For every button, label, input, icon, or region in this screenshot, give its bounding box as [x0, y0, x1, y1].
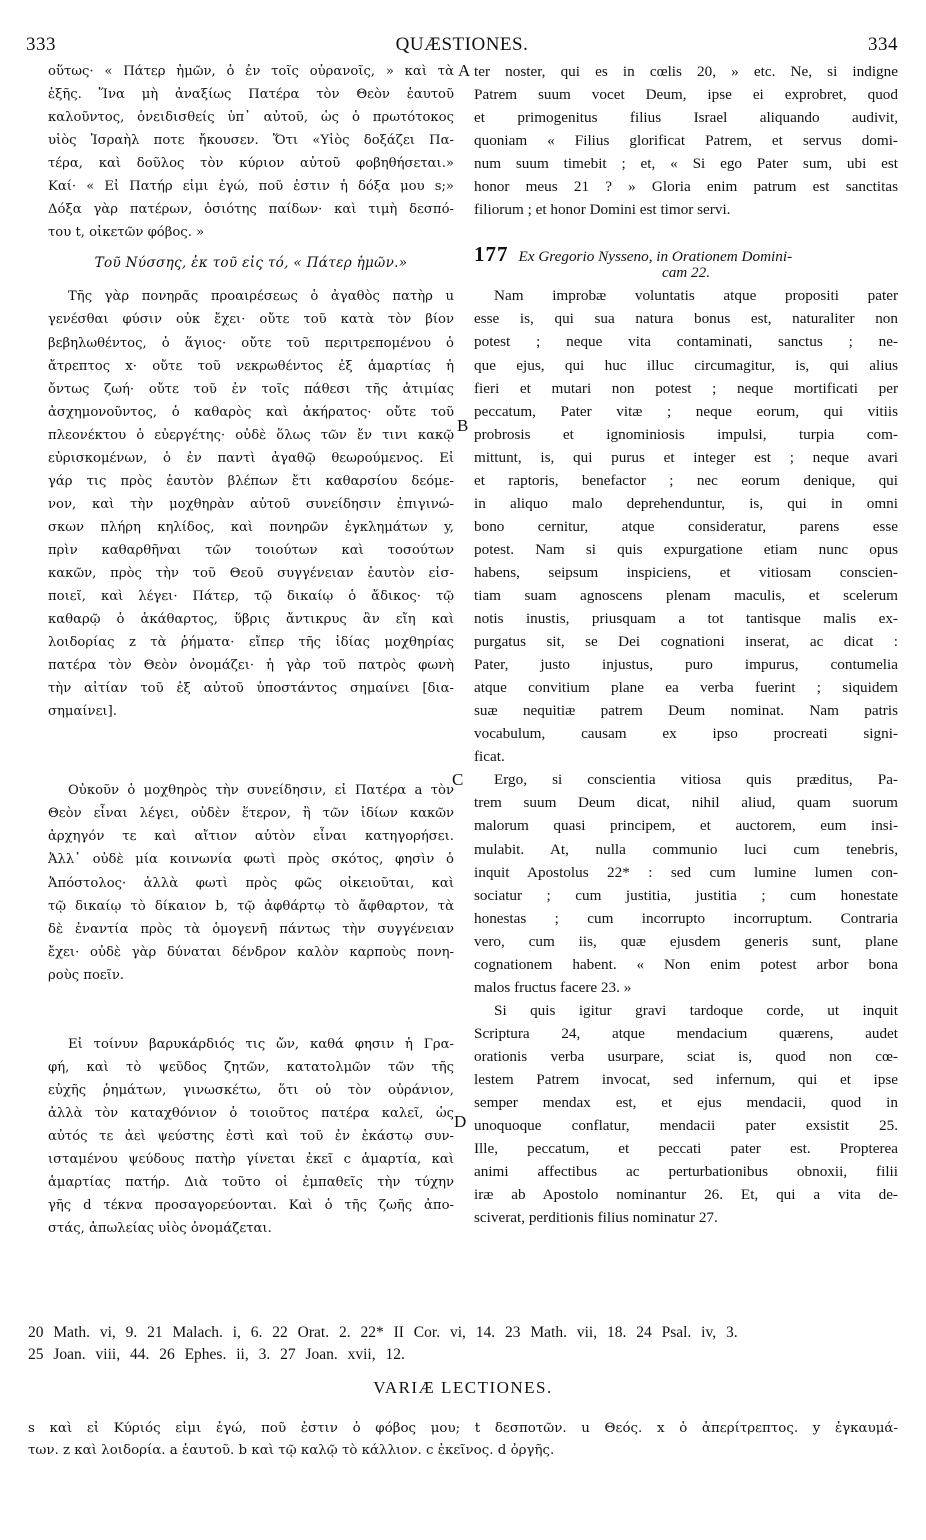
latin-line: unoquoque conflatur, mendacii pater exsistit 25. — [474, 1117, 898, 1135]
greek-line: γάρ τις πρὸς ἑαυτὸν βλέπων ἔτι καθαρσίου δεόμε- — [48, 473, 454, 489]
latin-line: Nam improbæ voluntatis atque propositi pater — [494, 287, 898, 305]
latin-line: suæ nequitiæ patrem Deum nominat. Nam patris — [474, 702, 898, 720]
latin-line: Si quis igitur gravi tardoque corde, ut inquit — [494, 1001, 898, 1019]
latin-line: potest ; neque vita contaminati, sanctus ; ne- — [474, 333, 898, 351]
variant-line: s καὶ εἰ Κύριός εἰμι ἐγώ, ποῦ ἐστιν ὁ φόβος μου; t δεσποτῶν. u Θεός. x ὁ ἀπερίτρεπτος. y ἐγκαυμά- — [28, 1421, 898, 1436]
latin-line: honor meus 21 ? » Gloria enim patrum est sanctitas — [474, 178, 898, 196]
greek-line: δὲ ἐναντία πρὸς τὰ ὁμογενῆ πάντως τὴν συγγένειαν — [48, 921, 454, 937]
section-heading — [474, 243, 898, 266]
greek-line: σημαίνει]. — [48, 704, 117, 720]
latin-line: animi affectibus ac perturbationibus obnoxii, filii — [474, 1163, 898, 1181]
greek-line: πλεονέκτου ὁ εὐεργέτης· οὐδὲ ὅλως τῶν ἔν τινι κακῷ — [48, 427, 454, 443]
latin-line: malorum quasi principem, et auctorem, eum insi- — [474, 817, 898, 835]
latin-line: sciverat, perditionis filius nominatur 27. — [474, 1209, 718, 1227]
latin-line: ter noster, qui es in cœlis 20, » etc. Ne, si indigne — [474, 63, 898, 80]
greek-line: Ἀπόστολος· ἀλλὰ φωτὶ πρὸς φῶς οἰκειοῦται, καὶ — [48, 875, 454, 891]
greek-line: σκων πλήρη κηλίδος, καὶ πονηρῶν ἐγκλημάτων y, — [48, 519, 454, 535]
greek-line: ἀλλὰ τὸν καταχθόνιον ὁ τοιοῦτος πατέρα καλεῖ, ὡς — [48, 1105, 454, 1121]
latin-line: Scriptura 24, atque mendacium quærens, audet — [474, 1024, 898, 1042]
greek-line: ἑξῆς. Ἵνα μὴ ἀναξίως Πατέρα τὸν Θεὸν ἑαυτοῦ — [48, 87, 454, 103]
greek-line: γῆς d τέκνα προσαγορεύονται. Καὶ ὁ τῆς ζωῆς ἀπο- — [48, 1198, 454, 1214]
greek-line: του t, οἰκετῶν φόβος. » — [48, 225, 205, 241]
footnote-line: 20 Math. vi, 9. 21 Malach. i, 6. 22 Orat. 2. 22* II Cor. vi, 14. 23 Math. vii, 18. 24 Psal. iv, 3. — [28, 1324, 738, 1341]
running-title: QUÆSTIONES. — [395, 34, 529, 55]
latin-line: que ejus, qui huc illuc circumagitur, is, qui alius — [474, 356, 898, 374]
latin-line: semper mendax est, et ejus mendacii, quod in — [474, 1094, 898, 1112]
latin-line: malos fructus facere 23. » — [474, 978, 632, 996]
greek-line: Δόξα γὰρ πατέρων, ὁσιότης παίδων· καὶ τιμὴ δεσπό- — [48, 202, 454, 218]
section-title: Ex Gregorio Nysseno, in Orationem Domini- — [518, 248, 793, 266]
greek-line: ἁμαρτίας πατήρ. Διὰ τοῦτο οἱ ἐμπαθεῖς τὴν τύχην — [48, 1175, 454, 1191]
latin-line: esse is, qui sua natura bonus est, naturaliter non — [474, 310, 898, 328]
latin-line: sociatur ; cum justitia, justitia ; cum honestate — [474, 886, 898, 904]
greek-column — [48, 60, 454, 1240]
latin-line: et raptoris, benefactor ; nec eorum denique, qui — [474, 471, 898, 489]
latin-line: cognationem habent. « Non enim potest arbor bona — [474, 955, 898, 973]
greek-line: εὐχῆς ῥημάτων, γινωσκέτω, ὅτι οὐ τὸν οὐράνιον, — [48, 1082, 454, 1098]
greek-line: οὕτως· « Πάτερ ἡμῶν, ὁ ἐν τοῖς οὐρανοῖς, » καὶ τὰ — [48, 64, 454, 79]
latin-line: ficat. — [474, 748, 505, 766]
latin-line: probrosis et ignominiosis impulsi, turpia com- — [474, 425, 898, 443]
greek-line: ισταμένου ψεύδους πατὴρ γίνεται ἐκεῖ c ἁμαρτία, καὶ — [48, 1151, 454, 1167]
margin-letter-b: B — [457, 416, 469, 435]
greek-line: αὐτός τε ἀεὶ ψεύστης ἐστὶ καὶ τοῦ ἐν ἑκάστῳ συν- — [48, 1128, 454, 1144]
latin-line: habens, seipsum inspiciens, et vitiosam conscien- — [474, 563, 898, 581]
latin-line: tiam suam agnoscens plenam maculis, et scelerum — [474, 586, 898, 604]
latin-line: purgatus sit, se Dei cognationi inserat, ac dicat : — [474, 633, 898, 651]
latin-line: mittunt, is, qui purus et integer est ; neque avari — [474, 448, 898, 466]
greek-line: εὑρισκομένων, ὁ ἐν παντὶ ἀγαθῷ θεωρούμενος. Εἰ — [48, 450, 454, 466]
greek-line: στάς, ἀπωλείας υἱὸς ὀνομάζεται. — [48, 1221, 272, 1237]
greek-line: νον, καὶ τὴν μοχθηρὰν αὐτοῦ συνείδησιν ἐπιγινώ- — [48, 496, 454, 512]
greek-line: Θεὸν εἶναι λέγει, οὐδὲν ἕτερον, ἢ τῶν ἰδίων κακῶν — [48, 806, 454, 822]
greek-line: πρὶν καθαρθῆναι τῶν τοιούτων καὶ τοσούτων — [48, 542, 454, 558]
greek-line: καθαρῷ ὁ ἀκάθαρτος, ὕβρις ἄντικρυς ἂν εἴη καὶ — [48, 612, 454, 628]
greek-line: πατέρα τὸν Θεὸν ὀνομάζει· ἡ γὰρ τοῦ πατρὸς φωνὴ — [48, 658, 454, 674]
latin-line: et primogenitus filius Israel aliquando audivit, — [474, 109, 898, 127]
latin-line: mulabit. At, nulla communio luci cum tenebris, — [474, 840, 898, 858]
margin-letter-c: C — [452, 770, 464, 789]
greek-line: Καί· « Εἰ Πατήρ εἰμι ἐγώ, ποῦ ἐστιν ἡ δόξα μου s;» — [48, 179, 454, 195]
greek-line: λοιδορίας z τὰ ῥήματα· εἴπερ τῆς ἰδίας μοχθηρίας — [48, 635, 454, 651]
greek-line: Εἰ τοίνυν βαρυκάρδιός τις ὤν, καθά φησιν ἡ Γρα- — [68, 1036, 454, 1052]
greek-line: ἔχει· οὐδὲ γὰρ δύναται δένδρον καλὸν καρποὺς πονη- — [48, 944, 454, 960]
greek-line: γενέσθαι φύσιν οὐκ ἔχει· οὔτε τοῦ κατὰ τὸν βίον — [48, 312, 454, 328]
latin-line: honestas ; cum incorrupto incorruptum. Contraria — [474, 909, 898, 927]
latin-line: Patrem suum vocet Deum, ipse ei exprobret, quod — [474, 86, 898, 104]
latin-line: bono cernitur, atque consideratur, parens esse — [474, 517, 898, 535]
latin-line: inquit Apostolus 22* : sed cum lumine lumen con- — [474, 863, 898, 881]
greek-line: τῷ δικαίῳ τὸ δίκαιον b, τῷ ἀφθάρτῳ τὸ ἄφθαρτον, τὰ — [48, 898, 454, 914]
latin-line: quoniam « Filius glorificat Patrem, et servus domi- — [474, 132, 898, 150]
latin-line: vocabulum, causam ex ipso procreati signi- — [474, 725, 898, 743]
footnotes — [28, 1322, 898, 1366]
margin-letter-a: A — [458, 61, 471, 80]
greek-line: τὴν αἰτίαν τοῦ ἐξ αὐτοῦ ὑποστάντος σημαίνει [δια- — [48, 681, 454, 697]
latin-line: notis inustis, priusquam a tot tantisque malis ex- — [474, 610, 898, 628]
greek-line: ροὺς ποεῖν. — [48, 967, 125, 983]
greek-line: Ἀλλ᾽ οὐδὲ μία κοινωνία φωτὶ πρὸς σκότος, φησὶν ὁ — [48, 852, 454, 868]
section-number: 177 — [474, 242, 509, 267]
page-number-right: 334 — [868, 34, 898, 55]
greek-line: ἀσχημονοῦντος, ὁ καθαρὸς καὶ ἀκήρατος· οὔτε τοῦ — [48, 404, 454, 420]
greek-line: ὄντως ζωή· οὔτε τοῦ ἐν τοῖς πάθεσι τῆς ἀτιμίας — [48, 381, 454, 397]
running-head — [26, 34, 898, 56]
latin-line: potest. Nam si quis expurgatione etiam nunc opus — [474, 540, 898, 558]
latin-line: trem suum Deum dicat, nihil aliud, quam suorum — [474, 794, 898, 812]
latin-line: Ergo, si conscientia vitiosa quis præditus, Pa- — [494, 771, 898, 789]
greek-line: τέρα, καὶ δοῦλος τὸν κύριον αὐτοῦ φοβηθήσεται.» — [48, 156, 454, 172]
latin-line: vero, cum iis, quæ ejusdem generis sunt, plane — [474, 932, 898, 950]
latin-line: lestem Patrem invocat, sed infernum, qui et ipse — [474, 1070, 898, 1088]
footnote-line: 25 Joan. viii, 44. 26 Ephes. ii, 3. 27 Joan. xvii, 12. — [28, 1346, 405, 1363]
latin-column — [474, 60, 898, 1229]
margin-letter-d: D — [454, 1112, 467, 1131]
latin-line: filiorum ; et honor Domini est timor servi. — [474, 201, 731, 219]
section-title-continued: cam 22. — [661, 264, 711, 282]
greek-line: κακῶν, πρὸς τὴν τοῦ Θεοῦ συγγένειαν ἑαυτὸν εἰσ- — [48, 565, 454, 581]
latin-line: iræ ab Apostolo nominantur 26. Et, qui a vita de- — [474, 1186, 898, 1204]
latin-line: peccatum, Pater vitæ ; neque eorum, qui vitiis — [474, 402, 898, 420]
greek-line: βεβηλωθέντος, ὁ ἅγιος· οὔτε τοῦ περιτρεπομένου ὁ — [48, 335, 454, 351]
greek-line: φή, καὶ τὸ ψεῦδος ζητῶν, κατατολμῶν τῶν τῆς — [48, 1059, 454, 1075]
latin-line: fieri et mutari non potest ; neque mortificati per — [474, 379, 898, 397]
latin-line: Ille, peccatum, et peccati pater est. Propterea — [474, 1140, 898, 1158]
latin-line: in aliquo malo deprehenduntur, is, qui in omni — [474, 494, 898, 512]
latin-line: num suum timebit ; et, « Si ego Pater sum, ubi est — [474, 155, 898, 173]
greek-sub-heading: Τοῦ Νύσσης, ἐκ τοῦ εἰς τό, « Πάτερ ἡμῶν.» — [94, 255, 408, 272]
variae-lectiones-heading: VARIÆ LECTIONES. — [373, 1378, 553, 1397]
page-number-left: 333 — [26, 34, 56, 55]
latin-line: atque convitium plane ea verba fuerint ; siquidem — [474, 679, 898, 697]
greek-line: Οὐκοῦν ὁ μοχθηρὸς τὴν συνείδησιν, εἰ Πατέρα a τὸν — [68, 783, 454, 799]
greek-line: καλοῦντος, ὀνειδισθείς ὑπ᾽ αὐτοῦ, ὡς ὁ πρωτότοκος — [48, 110, 454, 126]
latin-line: Pater, justo injustus, puro impurus, contumelia — [474, 656, 898, 674]
greek-line: ποιεῖ, καὶ λέγει· Πάτερ, τῷ δικαίῳ ὁ ἄδικος· τῷ — [48, 589, 454, 605]
latin-line: orationis verba usurpare, sciat is, quod non cœ- — [474, 1047, 898, 1065]
greek-line: ἄτρεπτος x· οὔτε τοῦ νεκρωθέντος ἐξ ἁμαρτίας ἡ — [48, 358, 454, 374]
variant-line: των. z καὶ λοιδορία. a ἑαυτοῦ. b καὶ τῷ καλῷ τὸ κάλλιον. c ἐκεῖνος. d ὀργῆς. — [28, 1443, 555, 1458]
greek-line: Τῆς γὰρ πονηρᾶς προαιρέσεως ὁ ἀγαθὸς πατὴρ u — [68, 289, 454, 305]
greek-line: υἱὸς Ἰσραὴλ ποτε ἤκουσεν. Ὅτι «Υἱὸς δοξάζει Πα- — [48, 133, 454, 149]
variae-lectiones — [28, 1418, 898, 1462]
greek-line: ἀρχηγόν τε καὶ αἴτιον αὐτὸν εἶναι κατηγορήσει. — [48, 829, 454, 845]
